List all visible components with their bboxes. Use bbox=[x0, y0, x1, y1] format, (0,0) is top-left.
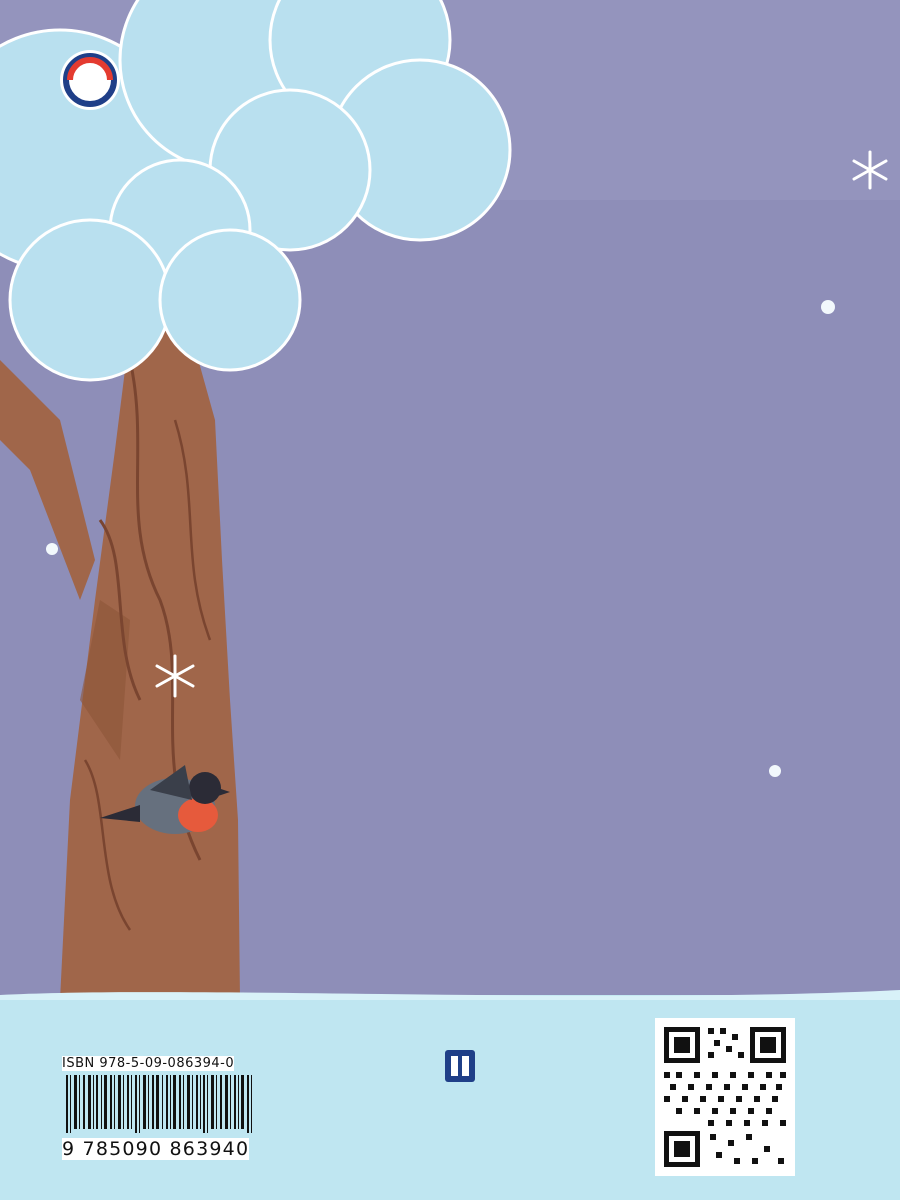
fgos-logo-icon bbox=[60, 50, 120, 110]
qr-code bbox=[655, 1018, 795, 1176]
isbn-label: ISBN 978-5-09-086394-0 bbox=[62, 1056, 235, 1071]
prosveshchenie-logo-icon bbox=[445, 1050, 475, 1082]
ean-digits: 9 785090 863940 bbox=[62, 1138, 250, 1160]
